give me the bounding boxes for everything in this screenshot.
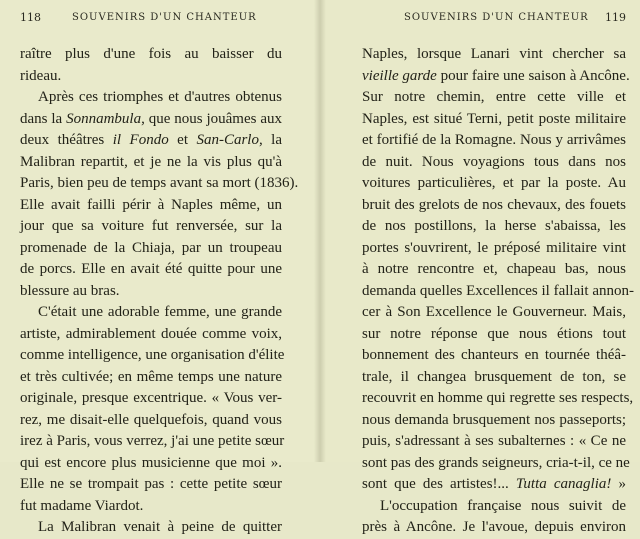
- text-line: trale, il changea brusquement de ton, se: [362, 368, 626, 385]
- text-line: voitures particulières, et par la poste. Au: [362, 175, 626, 191]
- left-running-title: SOUVENIRS D'UN CHANTEUR: [72, 12, 257, 23]
- text-line: de porcs. Elle en avait été quitte pour une: [20, 261, 282, 277]
- right-running-title: SOUVENIRS D'UN CHANTEUR: [404, 12, 589, 23]
- text-line: blessure au bras.: [20, 282, 120, 299]
- text-line: Naples, lorsque Lanari vint chercher sa: [362, 46, 626, 62]
- text-line: rez, me disait-elle quelquefois, quand vous: [20, 411, 282, 428]
- text-line: cer à Son Excellence le Gouverneur. Mais,: [362, 304, 626, 320]
- text-line: puis, s'adressant à ses subalternes : « Ce ne: [362, 433, 626, 449]
- text-line: Sur notre chemin, entre cette ville et: [362, 89, 626, 105]
- text-line: C'était une adorable femme, une grande: [38, 304, 282, 320]
- text-line: et très cultivée; en même temps une nature: [20, 368, 282, 385]
- left-running-head: [20, 10, 306, 26]
- text-line: Elle avait failli périr à Naples même, un: [20, 196, 282, 213]
- text-line: sont pas des grands seigneurs, cria-t-il, ce ne: [362, 454, 630, 471]
- text-line: Elle ne se trompait pas : cette petite sœur: [20, 476, 282, 492]
- text-line: bonnement des chanteurs en tournée théâ-: [362, 347, 626, 363]
- left-page-number: 118: [20, 11, 41, 24]
- text-line: deux théâtres il Fondo et San-Carlo, la: [20, 132, 283, 148]
- text-line: de nos postillons, la herse s'abaissa, les: [362, 218, 626, 234]
- text-line: Naples, est situé Terni, petit poste militaire: [362, 110, 626, 127]
- text-line: originale, presque excentrique. « Vous ver-: [20, 390, 282, 406]
- text-line: Paris, bien peu de temps avant sa mort (1836).: [20, 175, 299, 191]
- book-gutter: [314, 0, 326, 462]
- right-page-text: [362, 44, 634, 539]
- text-line: promenade de la Chiaja, par un troupeau: [20, 239, 282, 256]
- left-page: [0, 0, 320, 535]
- text-line: qui est encore plus musicienne que moi ».: [20, 454, 282, 471]
- text-line: Malibran repartit, et je ne la vis plus qu'à: [20, 153, 282, 170]
- text-line: demanda quelles Excellences il fallait annon-: [362, 282, 634, 299]
- text-line: nous demanda brusquement nos passeports;: [362, 411, 626, 428]
- text-line: portes s'ouvrirent, le préposé militaire vint: [362, 239, 626, 256]
- text-line: Après ces triomphes et d'autres obtenus: [38, 89, 282, 105]
- text-line: sur notre réponse que nous étions tout: [362, 325, 626, 342]
- text-line: bruit des grelots de nos chevaux, des fouets: [362, 196, 626, 213]
- text-line: dans la Sonnambula, que nous jouâmes aux: [20, 110, 283, 127]
- text-line: près à Ancône. Je l'avoue, depuis environ: [362, 519, 626, 535]
- text-line: recouvrit en homme qui regrette ses respects,: [362, 390, 634, 406]
- right-page-number: 119: [605, 11, 626, 24]
- text-line: irez à Paris, vous verrez, j'ai une petite sœur: [20, 433, 285, 449]
- left-page-text: [20, 44, 299, 539]
- text-line: jour que sa voiture fut renversée, sur la: [20, 218, 282, 234]
- text-line: à notre rencontre et, chapeau bas, nous: [362, 261, 626, 277]
- text-line: artiste, admirablement douée comme voix,: [20, 325, 282, 342]
- text-line: sont que des artistes!... Tutta canaglia! »: [362, 476, 627, 492]
- text-line: rideau.: [20, 67, 62, 84]
- text-line: raître plus d'une fois au baisser du: [20, 46, 282, 62]
- right-running-head: [342, 10, 626, 26]
- text-line: L'occupation française nous suivit de: [380, 497, 626, 514]
- text-line: vieille garde pour faire une saison à Ancône.: [362, 67, 630, 84]
- text-line: La Malibran venait à peine de quitter: [38, 519, 282, 535]
- text-line: fut madame Viardot.: [20, 497, 144, 514]
- text-line: et fortifié de la Romagne. Nous y arrivâmes: [362, 132, 626, 148]
- text-line: comme intelligence, une organisation d'élite: [20, 347, 285, 363]
- text-line: de nuit. Nous voyagions tous dans nos: [362, 153, 626, 170]
